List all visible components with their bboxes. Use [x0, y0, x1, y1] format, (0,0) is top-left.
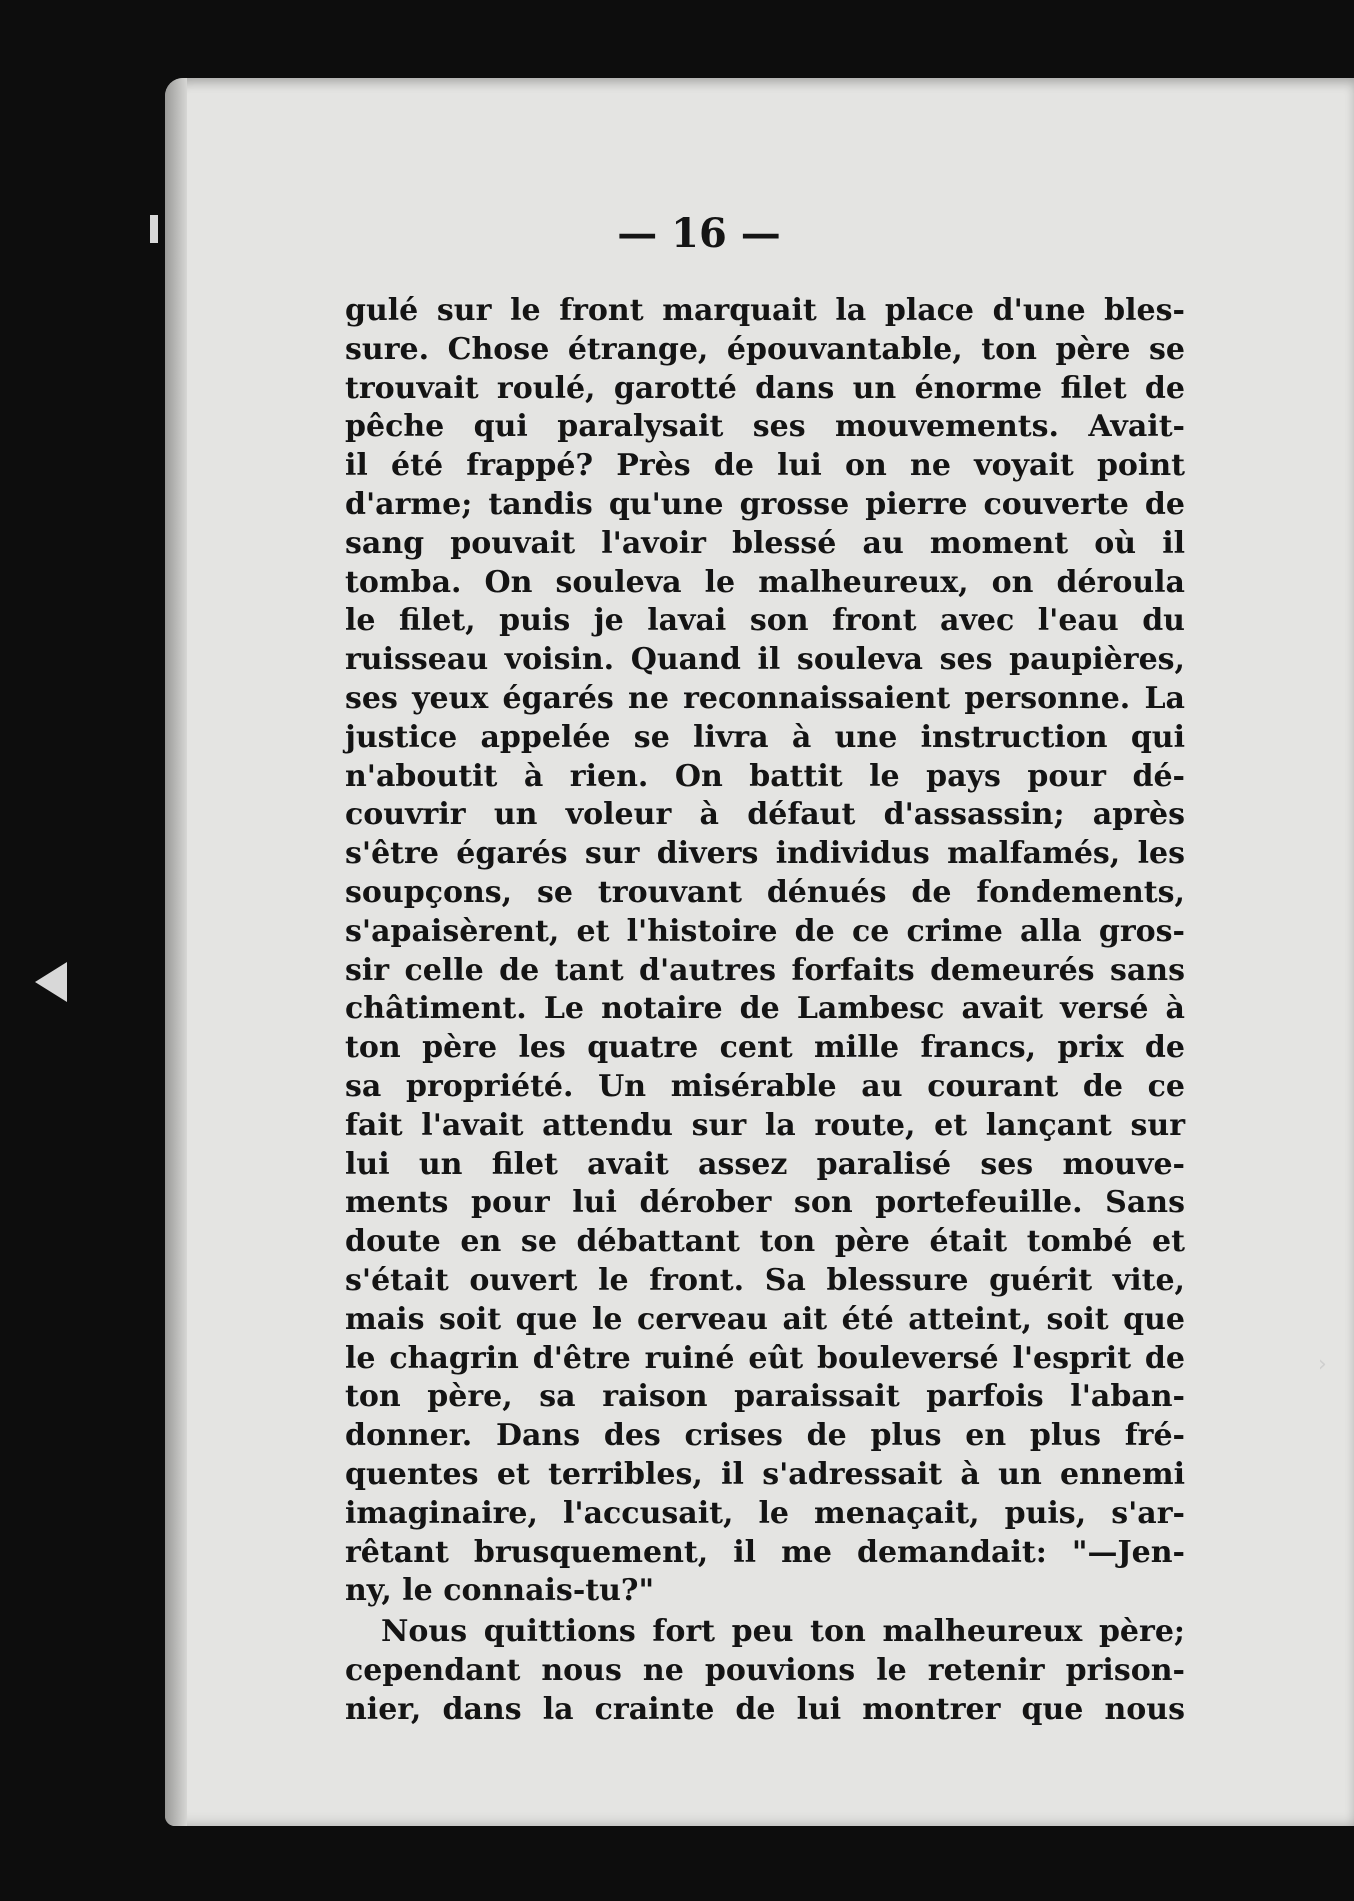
- text-line: donner. Dans des crises de plus en plus fré-: [345, 1418, 1185, 1454]
- text-line: n'aboutit à rien. On battit le pays pour dé-: [345, 758, 1185, 794]
- text-line: justice appelée se livra à une instruction qui: [345, 719, 1185, 755]
- margin-mark: ›: [1318, 1352, 1327, 1377]
- text-line: trouvait roulé, garotté dans un énorme filet de: [345, 370, 1185, 406]
- text-line: ses yeux égarés ne reconnaissaient personne. La: [345, 680, 1185, 716]
- text-line: fait l'avait attendu sur la route, et lançant sur: [345, 1107, 1185, 1143]
- text-line: imaginaire, l'accusait, le menaçait, puis, s'ar-: [345, 1495, 1185, 1531]
- text-line: gulé sur le front marquait la place d'une bles-: [345, 293, 1185, 328]
- text-line: couvrir un voleur à défaut d'assassin; après: [345, 797, 1185, 833]
- text-line: s'être égarés sur divers individus malfamés, les: [345, 836, 1185, 872]
- text-line: sure. Chose étrange, épouvantable, ton père se: [345, 331, 1185, 367]
- text-line: nier, dans la crainte de lui montrer que nous: [345, 1691, 1185, 1727]
- text-line: il été frappé? Près de lui on ne voyait point: [345, 448, 1185, 484]
- text-line: mais soit que le cerveau ait été atteint, soit que: [345, 1301, 1185, 1337]
- text-line: châtiment. Le notaire de Lambesc avait versé à: [345, 991, 1185, 1027]
- text-line: Nous quittions fort peu ton malheureux père;: [381, 1614, 1185, 1650]
- text-line: sir celle de tant d'autres forfaits demeurés sans: [345, 952, 1185, 988]
- text-line: soupçons, se trouvant dénués de fondements,: [345, 874, 1185, 910]
- text-line: tomba. On souleva le malheureux, on déroula: [345, 564, 1185, 600]
- text-line: d'arme; tandis qu'une grosse pierre couverte de: [345, 486, 1185, 522]
- text-line: s'apaisèrent, et l'histoire de ce crime alla gros-: [345, 913, 1185, 949]
- arrow-left-icon: [35, 962, 67, 1002]
- body-text: [345, 292, 1185, 1729]
- text-line: pêche qui paralysait ses mouvements. Avait-: [345, 409, 1185, 445]
- text-line: ments pour lui dérober son portefeuille. Sans: [345, 1185, 1185, 1221]
- text-line: lui un filet avait assez paralisé ses mouve-: [345, 1146, 1185, 1182]
- text-line: ton père, sa raison paraissait parfois l'aban-: [345, 1379, 1185, 1415]
- text-line: le filet, puis je lavai son front avec l'eau du: [345, 603, 1185, 639]
- text-line: quentes et terribles, il s'adressait à un ennemi: [345, 1456, 1185, 1492]
- text-line: sa propriété. Un misérable au courant de ce: [345, 1068, 1185, 1104]
- text-line: s'était ouvert le front. Sa blessure guérit vite,: [345, 1262, 1185, 1298]
- text-line: sang pouvait l'avoir blessé au moment où il: [345, 525, 1185, 561]
- text-line: cependant nous ne pouvions le retenir prison-: [345, 1652, 1185, 1688]
- text-line: ruisseau voisin. Quand il souleva ses paupières,: [345, 642, 1185, 678]
- text-line: ny, le connais-tu?": [345, 1573, 655, 1609]
- text-line: le chagrin d'être ruiné eût bouleversé l'esprit de: [345, 1340, 1185, 1376]
- text-line: rêtant brusquement, il me demandait: "—Jen-: [345, 1534, 1185, 1570]
- text-line: ton père les quatre cent mille francs, prix de: [345, 1030, 1185, 1066]
- page-number: — 16 —: [617, 210, 781, 257]
- text-line: doute en se débattant ton père était tombé et: [345, 1224, 1185, 1260]
- page-gutter-shadow: [165, 78, 187, 1826]
